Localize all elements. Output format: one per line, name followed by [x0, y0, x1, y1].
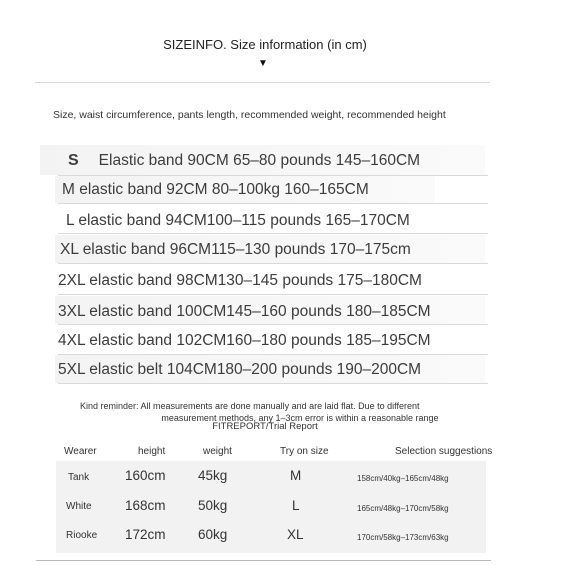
size-text: Elastic band 90CM 65–80 pounds 145–160CM	[98, 152, 421, 169]
wearer-height: 168cm	[125, 498, 166, 513]
size-label: S	[68, 152, 79, 169]
wearer-suggestion: 165cm/48kg–170cm/58kg	[357, 504, 449, 513]
wearer-name: White	[66, 501, 92, 512]
wearer-name: Riooke	[66, 530, 98, 541]
size-row-s	[68, 152, 420, 170]
wearer-suggestion: 158cm/40kg–165cm/48kg	[357, 474, 449, 483]
wearer-weight: 60kg	[198, 527, 228, 542]
bottom-divider	[36, 560, 491, 561]
size-row-l: L elastic band 94CM100–115 pounds 165–170CM	[66, 212, 410, 229]
header-selection-suggestions: Selection suggestions	[395, 446, 493, 457]
row-divider	[58, 383, 488, 384]
reminder-line-1: Kind reminder: All measurements are done manually and are laid flat. Due to different	[80, 401, 420, 411]
size-row-4xl: 4XL elastic band 102CM160–180 pounds 185–195CM	[58, 332, 431, 349]
wearer-height: 172cm	[125, 527, 166, 542]
fit-report-title: FITREPORT/Trial Report	[212, 421, 318, 432]
row-divider	[58, 263, 488, 264]
page-title: SIZEINFO. Size information (in cm)	[163, 37, 367, 52]
size-row-3xl: 3XL elastic band 100CM145–160 pounds 180–185CM	[58, 303, 431, 320]
reminder-line-2: measurement methods, any 1–3cm error is within a reasonable range	[161, 413, 439, 423]
header-weight: weight	[203, 446, 232, 457]
row-divider	[58, 233, 488, 234]
size-row-m: M elastic band 92CM 80–100kg 160–165CM	[62, 181, 369, 198]
header-wearer: Wearer	[64, 446, 97, 457]
divider	[35, 82, 490, 83]
header-try-on-size: Try on size	[280, 446, 329, 457]
wearer-size: M	[290, 468, 302, 483]
wearer-height: 160cm	[125, 468, 166, 483]
header-height: height	[138, 446, 166, 457]
down-arrow-icon: ▼	[258, 58, 268, 69]
row-divider	[58, 294, 488, 295]
wearer-weight: 45kg	[198, 468, 228, 483]
row-divider	[58, 324, 488, 325]
wearer-suggestion: 170cm/58kg–173cm/63kg	[357, 533, 449, 542]
size-row-2xl: 2XL elastic band 98CM130–145 pounds 175–180CM	[58, 272, 422, 289]
row-divider	[58, 203, 488, 204]
wearer-weight: 50kg	[198, 498, 228, 513]
wearer-name: Tank	[68, 472, 90, 483]
size-row-xl: XL elastic band 96CM115–130 pounds 170–175cm	[60, 241, 411, 258]
column-description: Size, waist circumference, pants length, recommended weight, recommended height	[53, 109, 446, 121]
wearer-size: XL	[287, 527, 304, 542]
wearer-size: L	[292, 498, 300, 513]
size-row-5xl: 5XL elastic belt 104CM180–200 pounds 190–200CM	[58, 361, 422, 378]
